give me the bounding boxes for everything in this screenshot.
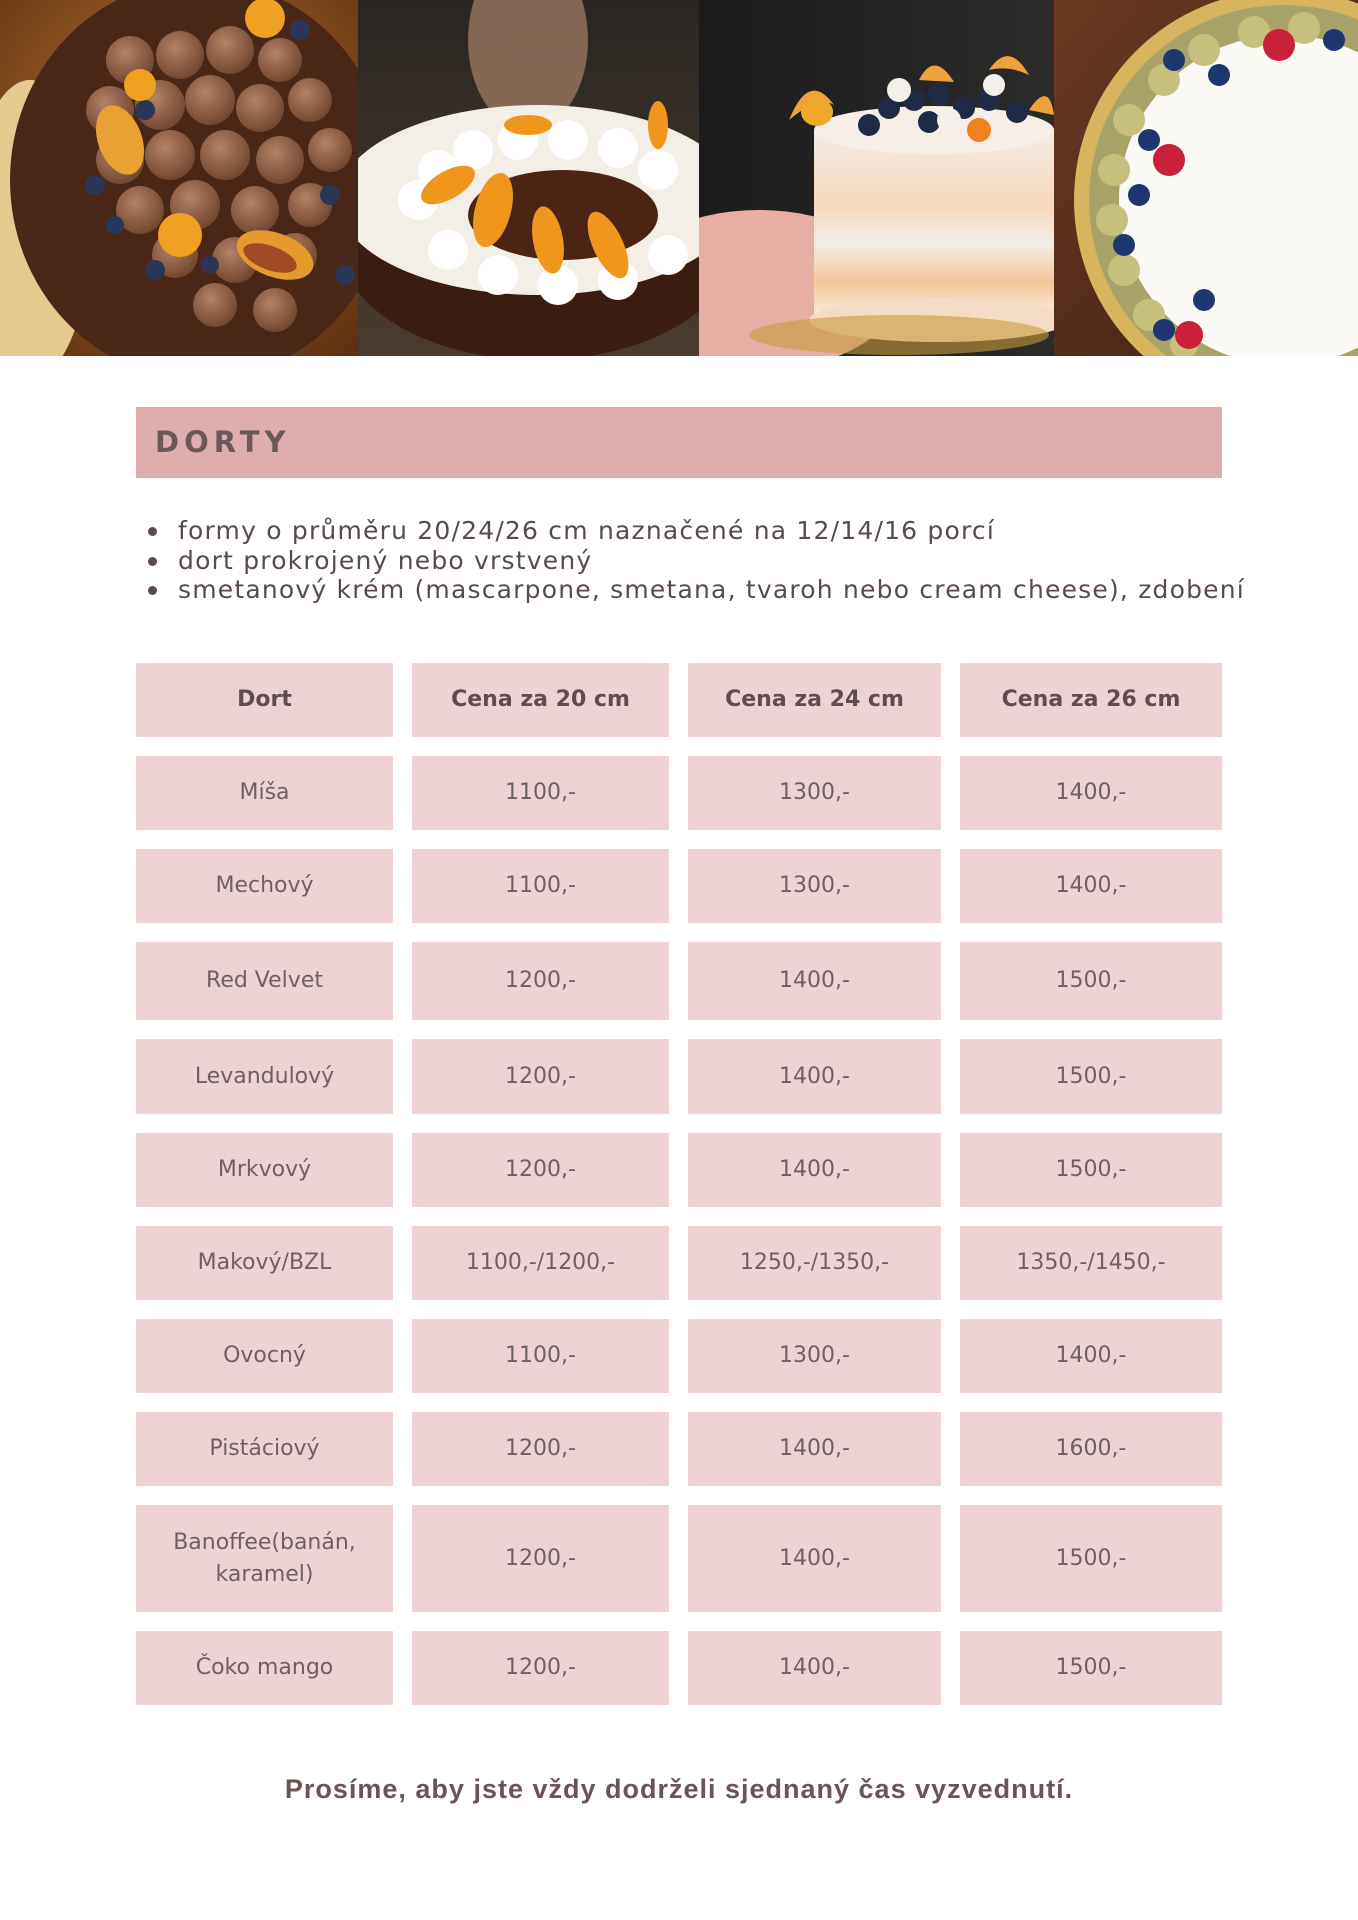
table-cell-price: 1200,- — [412, 942, 669, 1020]
table-cell-price: 1500,- — [960, 1505, 1222, 1612]
list-item-text: dort prokrojený nebo vrstvený — [178, 545, 593, 575]
table-cell-name: Mrkvový — [136, 1133, 393, 1207]
section-title: DORTY — [155, 425, 291, 459]
table-cell-price: 1400,- — [688, 1412, 941, 1486]
bullet-icon — [148, 586, 157, 595]
table-cell-price: 1350,-/1450,- — [960, 1226, 1222, 1300]
table-cell-price: 1500,- — [960, 942, 1222, 1020]
table-cell-price: 1500,- — [960, 1039, 1222, 1114]
bullet-icon — [148, 527, 157, 536]
list-item — [142, 516, 1232, 546]
layered-drip-cake-photo — [699, 0, 1054, 356]
table-cell-price: 1400,- — [960, 1319, 1222, 1393]
orange-cream-cake-photo — [358, 0, 699, 356]
table-cell-price: 1400,- — [688, 1039, 941, 1114]
section-banner — [136, 407, 1222, 478]
table-header-cell: Cena za 24 cm — [688, 663, 941, 737]
pistachio-berry-cake-photo — [1054, 0, 1358, 356]
table-cell-price: 1100,-/1200,- — [412, 1226, 669, 1300]
table-cell-price: 1200,- — [412, 1631, 669, 1705]
table-cell-price: 1400,- — [960, 849, 1222, 923]
bullet-icon — [148, 557, 157, 566]
table-cell-name: Pistáciový — [136, 1412, 393, 1486]
table-header-cell: Cena za 26 cm — [960, 663, 1222, 737]
table-cell-price: 1500,- — [960, 1133, 1222, 1207]
list-item — [142, 546, 1232, 576]
table-cell-price: 1100,- — [412, 756, 669, 830]
table-cell-name: Levandulový — [136, 1039, 393, 1114]
table-cell-price: 1300,- — [688, 849, 941, 923]
table-cell-price: 1400,- — [688, 1631, 941, 1705]
table-cell-price: 1100,- — [412, 1319, 669, 1393]
photo-strip — [0, 0, 1358, 356]
table-cell-price: 1600,- — [960, 1412, 1222, 1486]
table-cell-price: 1400,- — [688, 942, 941, 1020]
table-cell-name: Mechový — [136, 849, 393, 923]
list-item-text: smetanový krém (mascarpone, smetana, tvaroh nebo cream cheese), zdobení — [178, 575, 1245, 604]
footer-note: Prosíme, aby jste vždy dodrželi sjednaný čas vyzvednutí. — [284, 1774, 1074, 1804]
table-cell-price: 1200,- — [412, 1412, 669, 1486]
table-cell-name: Red Velvet — [136, 942, 393, 1020]
table-cell-price: 1400,- — [960, 756, 1222, 830]
table-cell-name: Makový/BZL — [136, 1226, 393, 1300]
table-cell-price: 1100,- — [412, 849, 669, 923]
table-header-cell: Cena za 20 cm — [412, 663, 669, 737]
table-cell-price: 1300,- — [688, 756, 941, 830]
table-cell-price: 1400,- — [688, 1133, 941, 1207]
table-cell-price: 1500,- — [960, 1631, 1222, 1705]
table-cell-name: Čoko mango — [136, 1631, 393, 1705]
table-cell-name: Míša — [136, 756, 393, 830]
table-cell-price: 1200,- — [412, 1505, 669, 1612]
list-item-text: formy o průměru 20/24/26 cm naznačené na 12/14/16 porcí — [178, 516, 996, 545]
table-cell-price: 1400,- — [688, 1505, 941, 1612]
table-cell-price: 1250,-/1350,- — [688, 1226, 941, 1300]
table-cell-name: Banoffee(banán, karamel) — [136, 1505, 393, 1612]
list-item — [142, 575, 1245, 605]
chocolate-cake-photo — [0, 0, 358, 356]
table-cell-name: Ovocný — [136, 1319, 393, 1393]
feature-list — [142, 516, 1245, 605]
table-cell-price: 1300,- — [688, 1319, 941, 1393]
table-cell-price: 1200,- — [412, 1039, 669, 1114]
table-cell-price: 1200,- — [412, 1133, 669, 1207]
table-header-cell: Dort — [136, 663, 393, 737]
